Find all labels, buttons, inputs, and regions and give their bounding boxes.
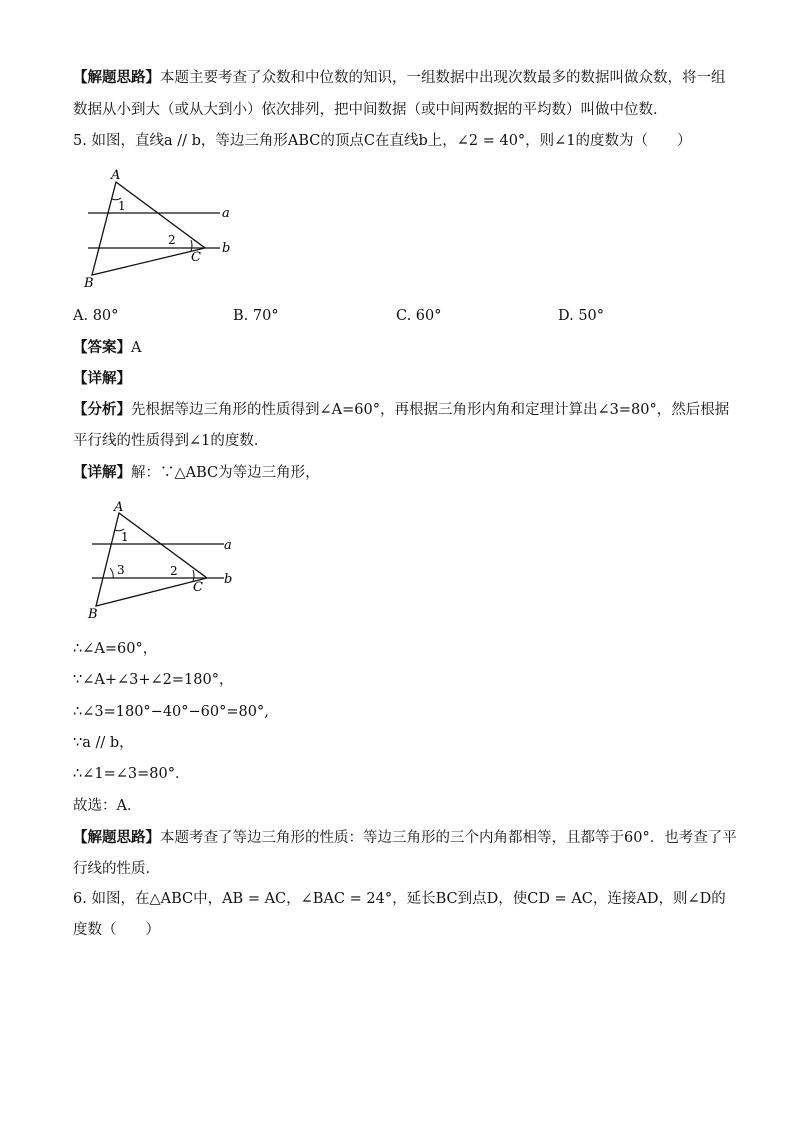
fig1-label-A: A: [111, 168, 121, 183]
solve-line-1: [73, 463, 733, 483]
fig2-label-a: a: [224, 538, 232, 553]
solution-idea-line-2: 数据从小到大（或从大到小）依次排列，把中间数据（或中间两数据的平均数）叫做中位数．: [73, 102, 668, 118]
fig2-angle-1: 1: [121, 530, 129, 544]
fig1-label-a: a: [222, 206, 230, 221]
option-c[interactable]: C. 60°: [396, 308, 442, 324]
option-d[interactable]: D. 50°: [558, 308, 605, 324]
solve-text: 解：∵△ABC为等边三角形，: [131, 465, 320, 481]
idea-tag: 【解题思路】: [73, 829, 160, 846]
answer-line: [73, 338, 733, 358]
step-4: ∵a // b，: [73, 735, 134, 751]
step-1: ∴∠A=60°，: [73, 641, 158, 657]
answer-tag: 【答案】: [73, 339, 131, 356]
fig2-label-B: B: [88, 607, 98, 622]
idea-line-1: [73, 828, 737, 848]
solution-idea-text: 本题主要考查了众数和中位数的知识，一组数据中出现次数最多的数据叫做众数，将一组: [160, 70, 726, 86]
analysis-text: 先根据等边三角形的性质得到∠A=60°，再根据三角形内角和定理计算出∠3=80°，然后根据: [131, 402, 730, 418]
solution-idea-line-1: [73, 68, 733, 88]
step-5: ∴∠1=∠3=80°．: [73, 766, 190, 782]
solve-tag: 【详解】: [73, 464, 131, 481]
fig1-label-b: b: [222, 241, 231, 256]
fig2-angle-2: 2: [170, 564, 178, 578]
fig2-label-A: A: [114, 500, 124, 515]
answer-value: A: [131, 340, 142, 356]
figure-1-triangle: [80, 165, 240, 295]
analysis-line-1: [73, 400, 733, 420]
question-6-stem-line-2: 度数（ ）: [73, 922, 160, 938]
fig1-angle-2: 2: [168, 233, 176, 247]
solution-idea-tag: 【解题思路】: [73, 69, 160, 86]
step-6: 故选：A．: [73, 798, 142, 814]
detail-heading: 【详解】: [73, 370, 131, 387]
step-3: ∴∠3=180°−40°−60°=80°,: [73, 704, 269, 720]
idea-text: 本题考查了等边三角形的性质：等边三角形的三个内角都相等，且都等于60°．也考查了平: [160, 830, 737, 846]
fig2-angle-3: 3: [117, 563, 125, 577]
fig1-angle-1: 1: [118, 199, 126, 213]
fig2-label-C: C: [193, 580, 203, 595]
analysis-tag: 【分析】: [73, 401, 131, 418]
analysis-line-2: 平行线的性质得到∠1的度数．: [73, 433, 269, 449]
fig1-label-C: C: [191, 250, 201, 265]
option-b[interactable]: B. 70°: [233, 308, 279, 324]
question-6-stem-line-1: 6. 如图，在△ABC中，AB = AC，∠BAC = 24°，延长BC到点D，使CD = AC，连接AD，则∠D的: [73, 891, 726, 907]
option-a[interactable]: A. 80°: [73, 308, 119, 324]
step-2: ∵∠A+∠3+∠2=180°，: [73, 672, 234, 688]
idea-line-2: 行线的性质．: [73, 861, 160, 877]
question-5-stem: 5. 如图，直线a // b，等边三角形ABC的顶点C在直线b上，∠2 = 40°，则∠1的度数为（ ）: [73, 133, 692, 149]
figure-2-triangle: [84, 498, 244, 623]
fig1-label-B: B: [84, 276, 94, 291]
fig2-label-b: b: [224, 572, 233, 587]
